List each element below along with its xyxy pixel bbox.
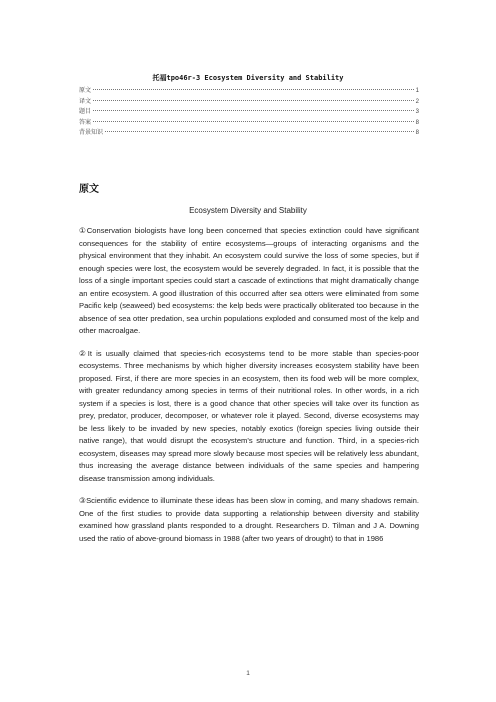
toc-label: 译文 xyxy=(79,98,92,105)
toc-leader-dots xyxy=(105,131,414,132)
section-heading: 原文 xyxy=(79,184,99,195)
paragraph-3: ③Scientific evidence to illuminate these ideas has been slow in coming, and many shadows remain. One of the first studies to provide data supporting a relationship between diversity and stability examined how grassland plants responded to a drought. Researchers D. Tilman and J A. Downing used the ratio of above-ground biomass in 1988 (after two years of drought) to that in 1986 xyxy=(79,496,419,543)
toc-page-number: 1 xyxy=(415,88,419,94)
article-title: Ecosystem Diversity and Stability xyxy=(189,206,307,215)
toc-item-background[interactable] xyxy=(79,128,419,139)
toc-label: 答案 xyxy=(79,119,92,126)
toc-page-number: 8 xyxy=(415,119,419,126)
toc-page-number: 3 xyxy=(415,109,419,116)
table-of-contents xyxy=(79,86,419,139)
paragraph-2: ②It is usually claimed that species-rich ecosystems tend to be more stable than species-poor ecosystems. Three mechanisms by which higher diversity increases ecosystem stability have been proposed. First, if there are more species in an ecosystem, then its food web will be more complex, with greater redundancy among species in terms of their nutritional roles. In other words, in a rich system if a species is lost, there is a good chance that other species will take over its function as prey, predator, producer, decomposer, or whatever role it played. Second, diverse ecosystems may be less likely to be invaded by new species, notably exotics (foreign species living outside their native range), that would disrupt the ecosystem's structure and function. Third, in a species-rich ecosystem, diseases may spread more slowly because most species will be relatively less abundant, thus increasing the average distance between individuals of the same species and hampering disease transmission among individuals. xyxy=(79,348,419,483)
toc-label: 题目 xyxy=(79,109,92,116)
toc-page-number: 8 xyxy=(415,130,419,137)
toc-page-number: 2 xyxy=(415,98,419,105)
toc-item-questions[interactable] xyxy=(79,107,419,118)
toc-item-translation[interactable] xyxy=(79,97,419,108)
paragraph-1: ①Conservation biologists have long been concerned that species extinction could have significant consequences for the stability of entire ecosystems—groups of interacting organisms and the physical environment that they inhabit. An ecosystem could survive the loss of some species, but if enough species were lost, the ecosystem would be severely degraded. In fact, it is possible that the loss of a single important species could start a cascade of extinctions that might dramatically change an entire ecosystem. A good illustration of this occurred after sea otters were eliminated from some Pacific kelp (seaweed) bed ecosystems: the kelp beds were practically obliterated too because in the absence of sea otter predation, sea urchin populations exploded and consumed most of the kelp and other macroalgae. xyxy=(79,226,419,335)
toc-label: 原文 xyxy=(79,88,92,94)
document-title: 托福tpo46r-3 Ecosystem Diversity and Stability xyxy=(152,74,344,82)
page-number: 1 xyxy=(246,670,250,677)
article-body xyxy=(79,225,419,555)
toc-leader-dots xyxy=(93,110,414,111)
toc-leader-dots xyxy=(93,89,414,90)
toc-leader-dots xyxy=(93,121,414,122)
toc-item-answers[interactable] xyxy=(79,118,419,129)
toc-leader-dots xyxy=(93,100,414,101)
toc-item-original-text[interactable] xyxy=(79,86,419,97)
toc-label: 背景知识 xyxy=(79,130,104,137)
